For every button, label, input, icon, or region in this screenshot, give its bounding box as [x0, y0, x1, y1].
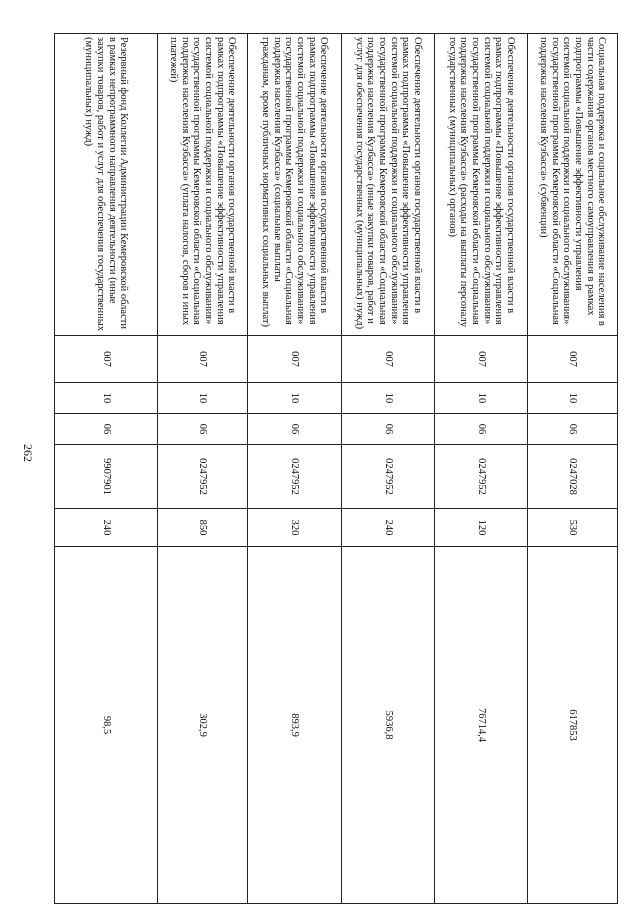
subsection-code-cell: 06 [342, 414, 435, 445]
section-code-cell: 10 [55, 383, 158, 414]
table-row [248, 34, 342, 904]
target-code-cell: 0247028 [528, 445, 618, 509]
budget-table [54, 33, 618, 904]
section-code-cell: 10 [528, 383, 618, 414]
expense-type-cell: 320 [248, 509, 342, 547]
page-number: 262 [21, 444, 35, 462]
ministry-code-cell: 007 [342, 336, 435, 383]
expense-type-cell: 530 [528, 509, 618, 547]
table-row [342, 34, 435, 904]
rotated-page-content [54, 33, 618, 903]
expense-type-cell: 850 [158, 509, 248, 547]
section-code-cell: 10 [342, 383, 435, 414]
subsection-code-cell: 06 [435, 414, 528, 445]
item-name-cell: Обеспечение деятельности органов государственной власти в рамках подпрограммы «Повышение эффективности управления системой социальной поддержки и социального обслуживания» государственной программы Кемеровской области «Социальная поддержка населения Кузбасса» (расходы на выплаты персоналу государственных (муниципальных) органов) [435, 34, 528, 336]
section-code-cell: 10 [435, 383, 528, 414]
ministry-code-cell: 007 [435, 336, 528, 383]
amount-cell: 302,9 [158, 547, 248, 904]
amount-cell: 76714,4 [435, 547, 528, 904]
section-code-cell: 10 [158, 383, 248, 414]
ministry-code-cell: 007 [528, 336, 618, 383]
ministry-code-cell: 007 [55, 336, 158, 383]
expense-type-cell: 240 [55, 509, 158, 547]
table-row [528, 34, 618, 904]
target-code-cell: 9907901 [55, 445, 158, 509]
ministry-code-cell: 007 [248, 336, 342, 383]
expense-type-cell: 240 [342, 509, 435, 547]
expense-type-cell: 120 [435, 509, 528, 547]
target-code-cell: 0247952 [435, 445, 528, 509]
table-row [55, 34, 158, 904]
amount-cell: 5936,8 [342, 547, 435, 904]
table-row [435, 34, 528, 904]
item-name-cell: Обеспечение деятельности органов государственной власти в рамках подпрограммы «Повышение эффективности управления системой социальной поддержки и социального обслуживания» государственной программы Кемеровской области «Социальная поддержка населения Кузбасса» (уплата налогов, сборов и иных платежей) [158, 34, 248, 336]
item-name-cell: Обеспечение деятельности органов государственной власти в рамках подпрограммы «Повышение эффективности управления системой социальной поддержки и социального обслуживания» государственной программы Кемеровской области «Социальная поддержка населения Кузбасса» (иные закупки товаров, работ и услуг для обеспечения государственных (муниципальных) нужд) [342, 34, 435, 336]
ministry-code-cell: 007 [158, 336, 248, 383]
subsection-code-cell: 06 [528, 414, 618, 445]
amount-cell: 98,5 [55, 547, 158, 904]
amount-cell: 893,9 [248, 547, 342, 904]
subsection-code-cell: 06 [55, 414, 158, 445]
table-row [158, 34, 248, 904]
item-name-cell: Социальная поддержка и социальное обслуживание населения в части содержания органов местного самоуправления в рамках подпрограммы «Повышение эффективности управления системой социальной поддержки и социального обслуживания» государственной программы Кемеровской области «Социальная поддержка населения Кузбасса» (субвенции) [528, 34, 618, 336]
section-code-cell: 10 [248, 383, 342, 414]
amount-cell: 617853 [528, 547, 618, 904]
item-name-cell: Резервный фонд Коллегии Администрации Кемеровской области в рамках непрограммного направления деятельности (иные закупки товаров, работ и услуг для обеспечения государственных (муниципальных) нужд) [55, 34, 158, 336]
item-name-cell: Обеспечение деятельности органов государственной власти в рамках подпрограммы «Повышение эффективности управления системой социальной поддержки и социального обслуживания» государственной программы Кемеровской области «Социальная поддержка населения Кузбасса» (социальные выплаты гражданам, кроме публичных нормативных социальных выплат) [248, 34, 342, 336]
subsection-code-cell: 06 [248, 414, 342, 445]
target-code-cell: 0247952 [158, 445, 248, 509]
subsection-code-cell: 06 [158, 414, 248, 445]
target-code-cell: 0247952 [342, 445, 435, 509]
target-code-cell: 0247952 [248, 445, 342, 509]
